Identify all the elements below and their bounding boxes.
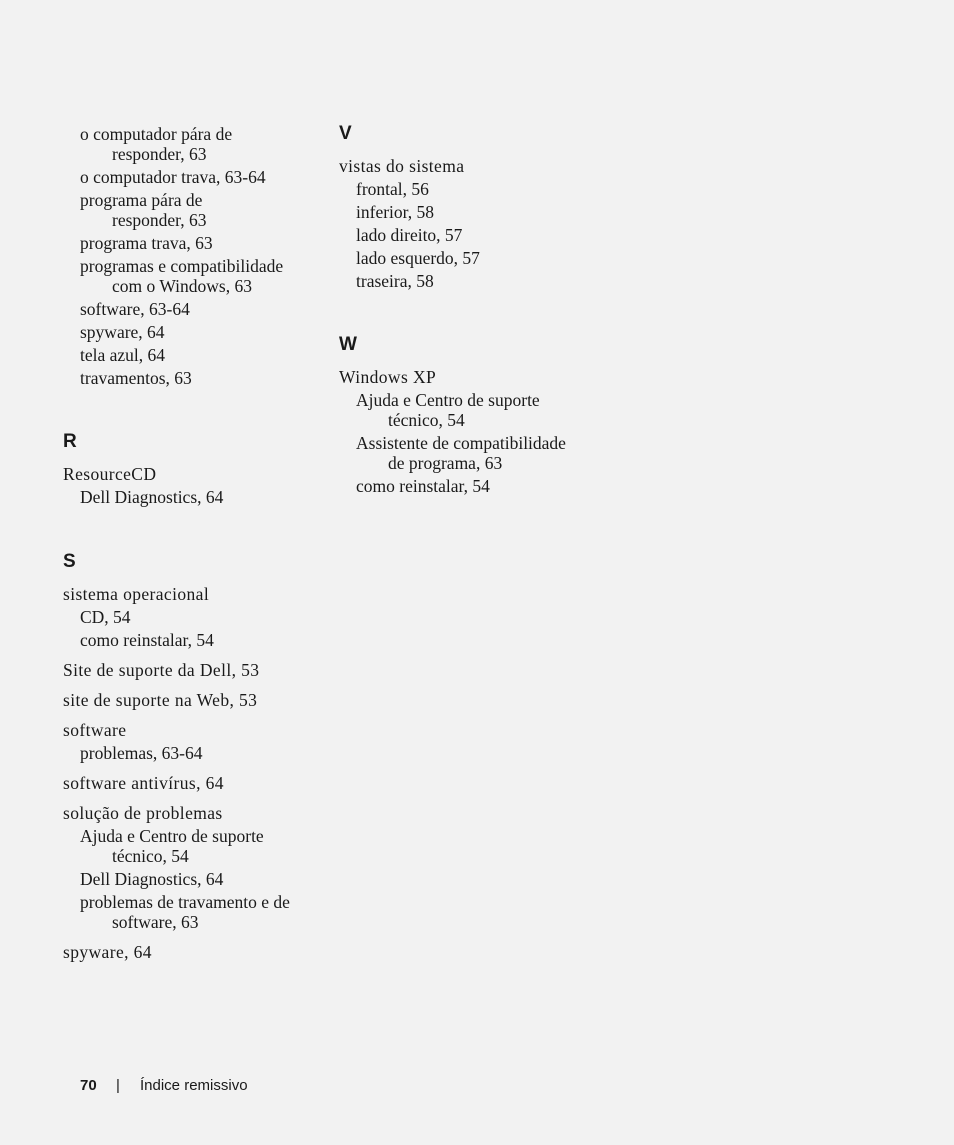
index-entry: sistema operacional [63, 584, 210, 604]
section-letter-w: W [339, 334, 357, 355]
index-subentry: Dell Diagnostics, 64 [80, 869, 224, 889]
index-subentry: programas e compatibilidade [80, 256, 284, 276]
index-entry: Site de suporte da Dell, 53 [63, 660, 260, 680]
index-subentry-continuation: técnico, 54 [112, 846, 189, 866]
index-subentry: programa trava, 63 [80, 233, 213, 253]
index-subentry: travamentos, 63 [80, 368, 192, 388]
index-subentry-continuation: responder, 63 [112, 144, 207, 164]
index-column-right [339, 122, 599, 497]
index-column-left [63, 122, 323, 963]
index-subentry: lado esquerdo, 57 [356, 248, 480, 268]
index-subentry: problemas, 63-64 [80, 743, 203, 763]
index-entry: site de suporte na Web, 53 [63, 690, 258, 710]
index-entry: Windows XP [339, 367, 437, 387]
index-subentry: Ajuda e Centro de suporte [80, 826, 264, 846]
index-subentry: Ajuda e Centro de suporte [356, 390, 540, 410]
index-subentry-continuation: responder, 63 [112, 210, 207, 230]
index-subentry: problemas de travamento e de [80, 892, 290, 912]
index-subentry: frontal, 56 [356, 179, 429, 199]
index-subentry: traseira, 58 [356, 271, 434, 291]
index-subentry: programa pára de [80, 190, 203, 210]
footer-separator: | [116, 1077, 120, 1094]
index-subentry: tela azul, 64 [80, 345, 166, 365]
page-number: 70 [80, 1077, 97, 1094]
index-subentry-continuation: de programa, 63 [388, 453, 503, 473]
index-subentry: inferior, 58 [356, 202, 435, 222]
index-subentry: Assistente de compatibilidade [356, 433, 566, 453]
index-subentry-continuation: com o Windows, 63 [112, 276, 252, 296]
footer-section-title: Índice remissivo [140, 1077, 248, 1094]
index-entry: software antivírus, 64 [63, 773, 224, 793]
index-entry: spyware, 64 [63, 942, 152, 962]
index-subentry: CD, 54 [80, 607, 131, 627]
index-subentry: o computador trava, 63-64 [80, 167, 266, 187]
section-letter-r: R [63, 431, 77, 452]
index-subentry: como reinstalar, 54 [80, 630, 214, 650]
index-subentry: lado direito, 57 [356, 225, 463, 245]
page-footer [80, 1076, 248, 1096]
index-entry: vistas do sistema [339, 156, 465, 176]
index-subentry-continuation: técnico, 54 [388, 410, 465, 430]
section-letter-s: S [63, 551, 76, 572]
index-entry: ResourceCD [63, 464, 157, 484]
index-subentry: software, 63-64 [80, 299, 190, 319]
index-entry: software [63, 720, 127, 740]
index-subentry-continuation: software, 63 [112, 912, 199, 932]
index-entry: solução de problemas [63, 803, 223, 823]
section-letter-v: V [339, 123, 352, 144]
index-subentry: spyware, 64 [80, 322, 165, 342]
index-subentry: Dell Diagnostics, 64 [80, 487, 224, 507]
index-subentry: como reinstalar, 54 [356, 476, 490, 496]
index-subentry: o computador pára de [80, 124, 233, 144]
